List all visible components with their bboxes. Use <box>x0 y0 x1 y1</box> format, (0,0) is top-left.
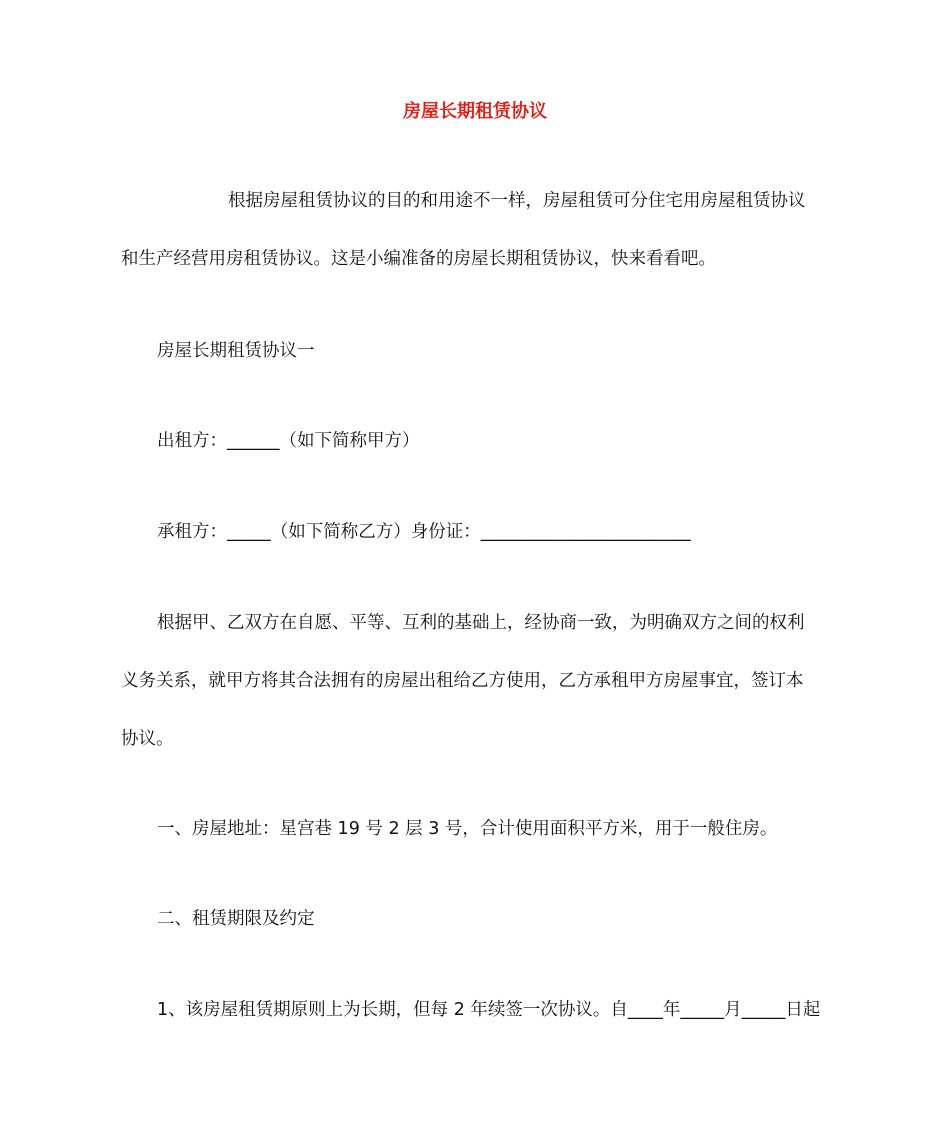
intro-line-1: 根据房屋租赁协议的目的和用途不一样，房屋租赁可分住宅用房屋租赁协议 <box>228 191 806 211</box>
clause-1: 一、房屋地址：星宫巷 19 号 2 层 3 号，合计使用面积平方米，用于一般住房。 <box>157 819 778 839</box>
lessor-line: 出租方：______（如下简称甲方） <box>157 431 420 451</box>
preamble-line-2: 义务关系，就甲方将其合法拥有的房屋出租给乙方使用，乙方承租甲方房屋事宜，签订本 <box>121 671 804 691</box>
clause-2-heading: 二、租赁期限及约定 <box>157 909 315 929</box>
document-title: 房屋长期租赁协议 <box>403 101 547 122</box>
lessee-line: 承租方：_____（如下简称乙方）身份证：________________________ <box>157 522 691 542</box>
preamble-line-3: 协议。 <box>121 729 174 749</box>
clause-2-item-1: 1、该房屋租赁期原则上为长期，但每 2 年续签一次协议。自____年_____月_____日起 <box>157 1000 821 1020</box>
preamble-line-1: 根据甲、乙双方在自愿、平等、互利的基础上，经协商一致，为明确双方之间的权利 <box>157 613 805 633</box>
section-heading: 房屋长期租赁协议一 <box>157 341 315 361</box>
intro-line-2: 和生产经营用房租赁协议。这是小编准备的房屋长期租赁协议，快来看看吧。 <box>121 249 716 269</box>
